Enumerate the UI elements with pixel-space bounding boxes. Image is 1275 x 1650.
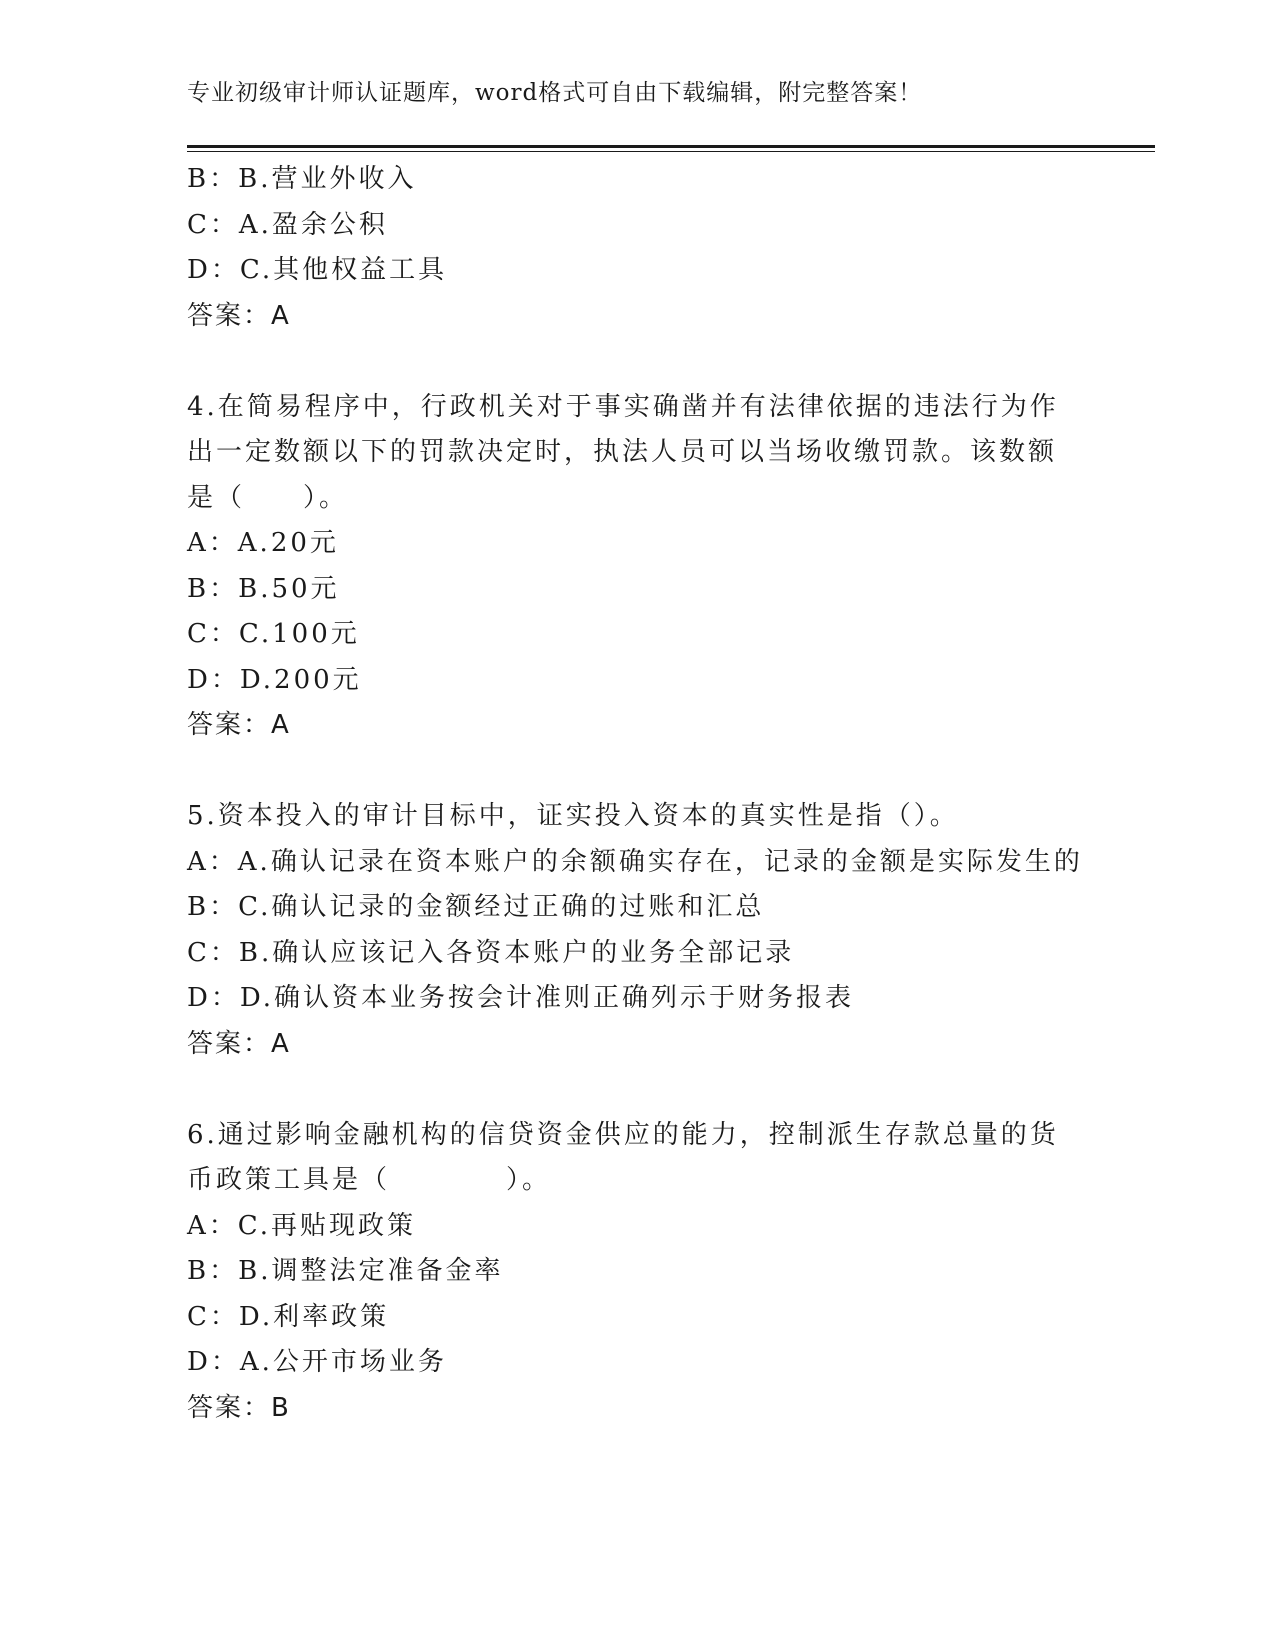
option-d: D：A.公开市场业务	[187, 1347, 447, 1377]
answer-line: 答案：B	[187, 1392, 291, 1423]
option-a: A：C.再贴现政策	[187, 1210, 417, 1241]
header-rule-thin	[187, 151, 1155, 152]
option-d: D：C.其他权益工具	[187, 255, 448, 285]
question-text-line: 6.通过影响金融机构的信贷资金供应的能力，控制派生存款总量的货	[187, 1119, 1059, 1150]
option-b: B：B.50元	[187, 573, 340, 604]
question-block-6	[187, 1113, 1087, 1432]
option-c: C：C.100元	[187, 619, 360, 649]
spacer	[187, 1067, 1087, 1113]
option-d: D：D.确认资本业务按会计准则正确列示于财务报表	[187, 983, 855, 1013]
option-b: B：C.确认记录的金额经过正确的过账和汇总	[187, 892, 765, 922]
question-text-line: 出一定数额以下的罚款决定时，执法人员可以当场收缴罚款。该数额	[187, 437, 1058, 467]
question-block-3-continued	[187, 157, 1087, 339]
answer-line: 答案：A	[187, 710, 291, 740]
option-a: A：A.20元	[187, 528, 339, 558]
question-text-line: 5.资本投入的审计目标中，证实投入资本的真实性是指（）。	[187, 801, 959, 831]
question-content	[187, 157, 1087, 1431]
answer-line: 答案：A	[187, 300, 291, 331]
answer-line: 答案：A	[187, 1028, 291, 1059]
header-rule	[187, 145, 1155, 152]
question-text-line: 币政策工具是（ ）。	[187, 1165, 552, 1195]
option-a: A：A.确认记录在资本账户的余额确实存在，记录的金额是实际发生的	[187, 846, 1083, 877]
page-header: 专业初级审计师认证题库，word格式可自由下载编辑，附完整答案！	[187, 80, 923, 106]
spacer	[187, 339, 1087, 385]
option-b: B：B.调整法定准备金率	[187, 1256, 504, 1286]
question-text-line: 4.在简易程序中，行政机关对于事实确凿并有法律依据的违法行为作	[187, 391, 1059, 422]
option-c: C：A.盈余公积	[187, 209, 388, 240]
option-b: B：B.营业外收入	[187, 164, 417, 194]
question-block-4	[187, 385, 1087, 749]
question-text-line: 是（ ）。	[187, 482, 349, 513]
option-d: D：D.200元	[187, 664, 362, 695]
option-c: C：D.利率政策	[187, 1301, 390, 1332]
header-rule-thick	[187, 145, 1155, 148]
spacer	[187, 749, 1087, 795]
option-c: C：B.确认应该记入各资本账户的业务全部记录	[187, 937, 795, 968]
question-block-5	[187, 794, 1087, 1067]
